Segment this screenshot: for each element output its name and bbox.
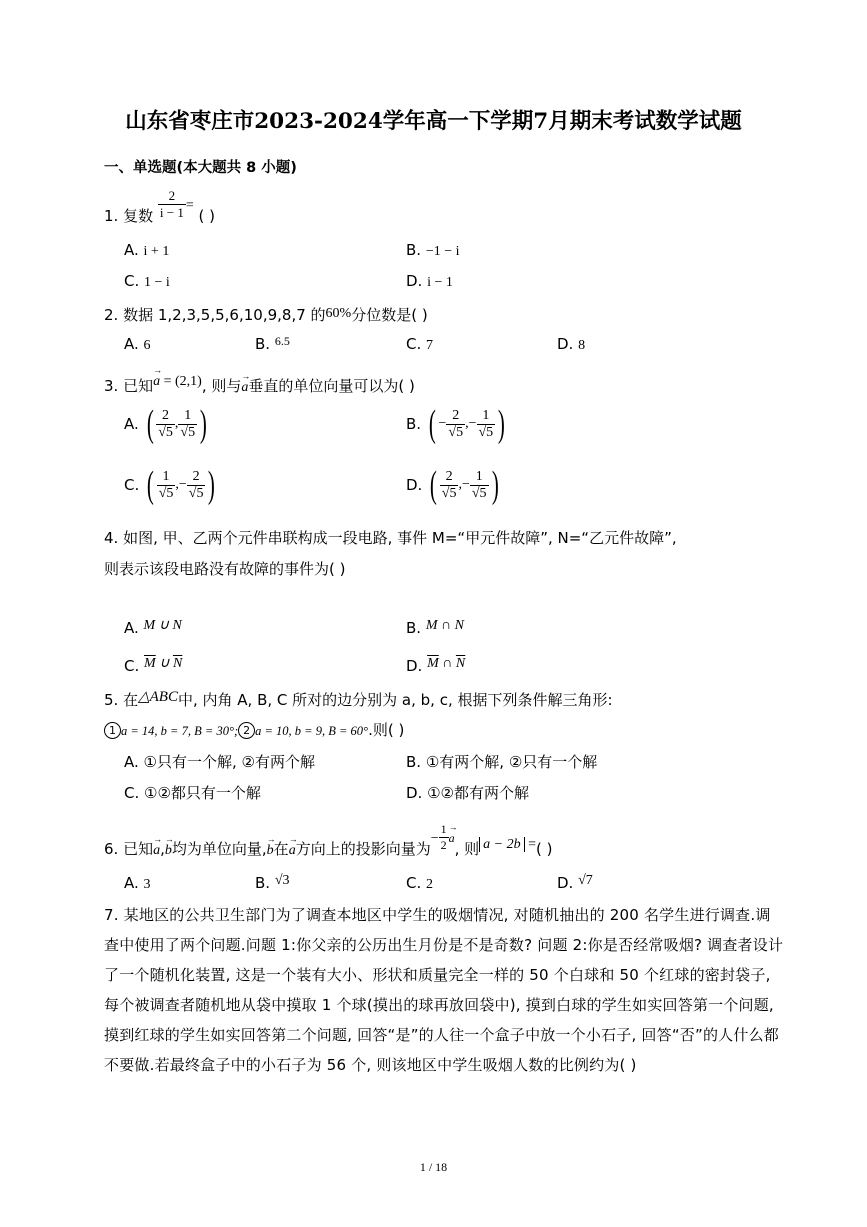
q2-option-d: D. 8 <box>557 335 586 353</box>
q1-option-a: A. i + 1 <box>124 241 170 259</box>
q1-num: 1. <box>104 207 119 225</box>
q1-frac-den: i − 1 <box>159 205 184 220</box>
q3-vector-a: → a <box>153 374 160 390</box>
q3-vector-a2: → a <box>241 380 248 396</box>
q1-eq: = <box>185 198 194 213</box>
page-title: 山东省枣庄市2023-2024学年高一下学期7月期末考试数学试题 <box>125 109 742 134</box>
q6-option-a: A. 3 <box>124 874 151 892</box>
q1-fraction <box>158 188 186 221</box>
q1-option-d: D. i − 1 <box>406 272 453 290</box>
question-5: 5. 在△ABC中, 内角 A, B, C 所对的边分别为 a, b, c, 根据下列条件解三角形: <box>104 689 613 709</box>
q4-option-a: A. M ∪ N <box>124 618 182 637</box>
q2-percent: 60% <box>325 306 352 321</box>
circle-1-marker: 1 <box>104 722 121 739</box>
q6-option-b: B. √3 <box>255 873 290 892</box>
q3-option-b: B. ( − $\frac{2}{√5}$ ,− $\frac{1}{√5}$ ) <box>406 403 505 445</box>
q2-option-a: A. 6 <box>124 335 151 353</box>
q5-triangle: △ABC <box>138 689 178 705</box>
section-heading: 一、单选题(本大题共 8 小题) <box>104 160 297 176</box>
page-number: 1 / 18 <box>419 1160 448 1174</box>
question-4-line1: 4. 如图, 甲、乙两个元件串联构成一段电路, 事件 M=“甲元件故障”, N=“乙元件故障”, <box>104 529 677 547</box>
q1-option-b: B. −1 − i <box>406 241 460 259</box>
q2-option-b: B. $^{6.5}$ <box>255 334 290 353</box>
question-3: 3. 已知→ a = (2,1), 则与→ a垂直的单位向量可以为( ) <box>104 375 415 396</box>
q5-option-c: C. ①②都只有一个解 <box>124 784 261 802</box>
question-7: 7. 某地区的公共卫生部门为了调查本地区中学生的吸烟情况, 对随机抽出的 200 名学生进行调查.调查中使用了两个问题.问题 1:你父亲的公历出生月份是不是奇数? 问题 2:你是否经常吸烟? 调查者设计了一个随机化装置, 这是一个装有大小、形状和质量完全一样的 50 个白球和 50 个红球的密封袋子, 每个被调查者随机地从袋中摸取 1 个球(摸出的球再放回袋中), 摸到白球的学生如实回答第一个问题, 摸到红球的学生如实回答第二个问题, 回答“是”的人往一个盒子中放一个小石子, 回答“否”的人什么都不要做.若最终盒子中的小石子为 56 个, 则该地区中学生吸烟人数的比例约为( ) <box>104 906 784 1074</box>
q1-paren: ( ) <box>198 207 216 225</box>
q1-text: 复数 <box>123 207 154 225</box>
q5-conditions: 1 a = 14, b = 7, B = 30°; 2 a = 10, b = 9, B = 60°.则( ) <box>104 719 404 740</box>
question-1 <box>104 188 216 233</box>
q1-frac-num: 2 <box>158 188 186 205</box>
q5-option-d: D. ①②都有两个解 <box>406 784 530 802</box>
q3-option-d: D. ( $\frac{2}{√5}$ ,− $\frac{1}{√5}$ ) <box>406 464 499 506</box>
question-6: 6. 已知→ a,→ b均为单位向量,→ b在→ a方向上的投影向量为− $\frac{1}{2}$ → a, 则 a − 2b =( ) <box>104 834 553 865</box>
q4-option-b: B. M ∩ N <box>406 618 464 637</box>
q3-option-a: A. ( $\frac{2}{√5}$ , $\frac{1}{√5}$ ) <box>124 403 207 445</box>
q4-option-d: D. $\overline{M}$ ∩ $\overline{N}$ <box>406 656 466 675</box>
q6-option-d: D. √7 <box>557 873 593 892</box>
question-4-line2: 则表示该段电路没有故障的事件为( ) <box>104 560 346 578</box>
q1-option-c: C. 1 − i <box>124 272 170 290</box>
q5-option-b: B. ①有两个解, ②只有一个解 <box>406 753 598 771</box>
q2-option-c: C. 7 <box>406 335 434 353</box>
question-2: 2. 数据 1,2,3,5,5,6,10,9,8,7 的60%分位数是( ) <box>104 306 428 324</box>
q4-option-c: C. $\overline{M}$ ∪ $\overline{N}$ <box>124 656 183 675</box>
q6-abs-expr: a − 2b <box>479 837 524 852</box>
q5-option-a: A. ①只有一个解, ②有两个解 <box>124 753 315 771</box>
q3-option-c: C. ( $\frac{1}{√5}$ ,− $\frac{2}{√5}$ ) <box>124 464 216 506</box>
circle-2-marker: 2 <box>238 722 255 739</box>
q6-option-c: C. 2 <box>406 874 434 892</box>
